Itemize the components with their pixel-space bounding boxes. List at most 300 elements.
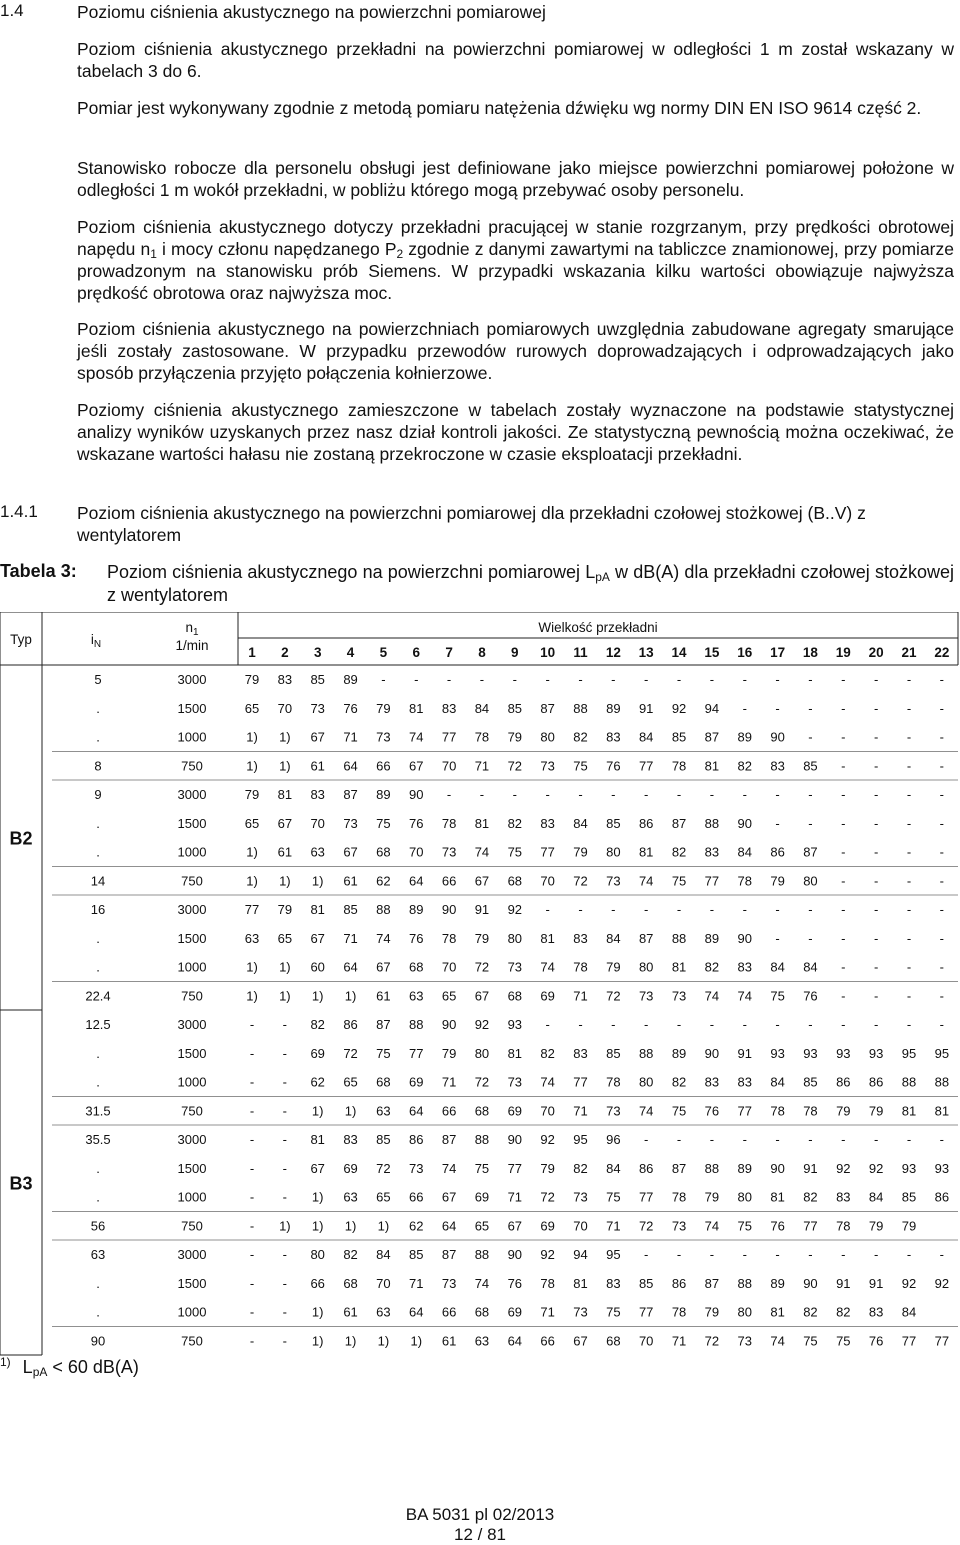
cell-value: - (742, 902, 747, 917)
cell-value: - (775, 930, 780, 946)
cell-value: 1) (311, 1189, 324, 1205)
cell-value: - (808, 729, 813, 745)
cell-value: 86 (770, 844, 785, 860)
cell-value: 78 (606, 1074, 621, 1090)
cell-value: - (742, 1132, 747, 1147)
cell-value: 68 (474, 1103, 490, 1119)
cell-n1: 1500 (177, 1275, 207, 1291)
cell-value: 88 (704, 1160, 720, 1176)
cell-value: 78 (671, 758, 687, 774)
cell-value: 91 (803, 1160, 818, 1176)
cell-value: - (644, 672, 649, 687)
subsection-number: 1.4.1 (0, 502, 38, 521)
cell-value: 74 (376, 930, 391, 946)
cell-value: - (775, 1017, 780, 1032)
header-size-18: 18 (802, 645, 818, 660)
cell-value: 75 (376, 815, 391, 831)
cell-value: - (841, 902, 846, 917)
cell-value: 65 (474, 1218, 490, 1234)
cell-value: 83 (704, 1074, 720, 1090)
cell-value: 73 (606, 873, 621, 889)
cell-value: 93 (507, 1017, 523, 1032)
footer-page-number: 12 / 81 (454, 1525, 506, 1544)
cell-value: - (939, 700, 945, 716)
cell-value: 66 (540, 1333, 555, 1349)
cell-value: 85 (901, 1189, 917, 1205)
cell-value: 83 (441, 700, 457, 716)
table-caption: Poziom ciśnienia akustycznego na powierzchni pomiarowej $L_{pA}$ w dB(A) dla przekładni czołowej stożkowej z wentylatorem (107, 562, 954, 605)
cell-in: 31.5 (85, 1103, 111, 1119)
cell-value: 1) (279, 959, 291, 975)
cell-n1: 3000 (177, 672, 207, 687)
cell-value: 1) (279, 758, 291, 774)
cell-value: 66 (441, 1304, 457, 1320)
cell-value: 88 (376, 902, 391, 917)
cell-value: - (906, 844, 912, 860)
cell-value: 84 (376, 1247, 391, 1262)
header-size-6: 6 (412, 645, 421, 660)
cell-value: - (742, 700, 747, 716)
cell-value: 78 (474, 729, 490, 745)
cell-value: 82 (803, 1189, 818, 1205)
cell-value: 86 (343, 1017, 358, 1032)
cell-n1: 3000 (177, 1132, 207, 1147)
cell-value: 84 (737, 844, 752, 860)
cell-value: 74 (409, 729, 424, 745)
cell-value: 76 (770, 1218, 785, 1234)
cell-value: 89 (704, 930, 720, 946)
cell-value: - (414, 672, 419, 687)
cell-value: - (808, 902, 813, 917)
cell-value: - (841, 672, 846, 687)
cell-value: 77 (704, 873, 720, 889)
cell-value: 82 (343, 1247, 358, 1262)
cell-value: 80 (507, 930, 523, 946)
cell-value: 71 (671, 1333, 687, 1349)
cell-value: 81 (540, 930, 555, 946)
cell-value: - (676, 1247, 682, 1262)
cell-value: 66 (376, 758, 391, 774)
header-n1: $n_1$ (185, 620, 199, 638)
cell-value: 70 (409, 844, 424, 860)
cell-value: 81 (901, 1103, 917, 1119)
cell-value: 1) (377, 1333, 390, 1349)
cell-value: 85 (409, 1247, 424, 1262)
cell-value: 81 (310, 902, 325, 917)
cell-value: 71 (409, 1275, 424, 1291)
cell-value: 81 (671, 959, 687, 975)
cell-value: 64 (409, 1103, 424, 1119)
cell-value: - (873, 844, 879, 860)
cell-value: 72 (704, 1333, 720, 1349)
cell-value: 63 (244, 930, 260, 946)
cell-value: 94 (573, 1247, 588, 1262)
cell-value: 64 (343, 758, 358, 774)
paragraph-1: Poziom ciśnienia akustycznego przekładni na powierzchni pomiarowej w odległości 1 m został wskazany w tabelach 3 do 6. (77, 39, 954, 81)
cell-value: 80 (737, 1189, 752, 1205)
cell-value: 90 (704, 1045, 720, 1061)
cell-value: 68 (606, 1333, 621, 1349)
cell-value: 88 (704, 815, 720, 831)
cell-value: 73 (376, 729, 391, 745)
cell-value: 81 (704, 758, 720, 774)
table-label: Tabela 3: (0, 561, 77, 581)
cell-value: 88 (573, 700, 588, 716)
cell-value: 61 (343, 1304, 358, 1320)
cell-in: 35.5 (85, 1132, 111, 1147)
cell-value: - (775, 787, 780, 802)
cell-value: - (709, 1132, 715, 1147)
cell-value: 89 (409, 902, 424, 917)
cell-value: 87 (376, 1017, 391, 1032)
cell-value: 89 (737, 1160, 752, 1176)
cell-value: 71 (573, 1103, 588, 1119)
cell-value: 89 (343, 672, 358, 687)
cell-value: 65 (343, 1074, 358, 1090)
cell-value: 70 (310, 815, 325, 831)
cell-value: 65 (277, 930, 293, 946)
cell-value: 67 (310, 1160, 325, 1176)
cell-value: 76 (409, 815, 424, 831)
cell-value: 62 (376, 873, 391, 889)
cell-value: - (742, 672, 747, 687)
cell-value: 73 (606, 1103, 621, 1119)
cell-value: - (841, 787, 846, 802)
cell-in: 63 (90, 1247, 106, 1262)
cell-value: 1) (311, 873, 324, 889)
cell-in: . (96, 1275, 100, 1291)
cell-value: - (709, 672, 715, 687)
header-size-19: 19 (835, 645, 851, 660)
header-size-3: 3 (313, 645, 322, 660)
cell-value: 74 (441, 1160, 457, 1176)
cell-value: 85 (671, 729, 687, 745)
cell-in: . (96, 959, 100, 975)
cell-value: 77 (638, 758, 654, 774)
cell-value: 95 (934, 1045, 950, 1061)
cell-in: 12.5 (85, 1017, 111, 1032)
cell-value: 90 (803, 1275, 818, 1291)
cell-value: - (249, 1218, 255, 1234)
cell-in: 14 (90, 873, 106, 889)
cell-value: - (873, 873, 879, 889)
cell-value: - (939, 729, 945, 745)
cell-value: 69 (310, 1045, 325, 1061)
cell-value: 90 (770, 1160, 785, 1176)
cell-n1: 750 (181, 1103, 203, 1119)
cell-value: 1) (377, 1218, 390, 1234)
cell-n1: 1000 (177, 1304, 207, 1320)
cell-value: 64 (507, 1333, 523, 1349)
cell-value: 61 (376, 988, 391, 1004)
cell-value: 73 (409, 1160, 424, 1176)
cell-value: 83 (606, 729, 621, 745)
cell-value: 74 (540, 959, 555, 975)
cell-value: 83 (606, 1275, 621, 1291)
cell-value: 76 (409, 930, 424, 946)
cell-value: 80 (474, 1045, 490, 1061)
cell-value: 90 (441, 1017, 457, 1032)
cell-value: 92 (540, 1247, 555, 1262)
cell-value: 91 (836, 1275, 851, 1291)
cell-value: - (873, 1132, 879, 1147)
header-size-2: 2 (281, 645, 289, 660)
cell-value: 78 (671, 1189, 687, 1205)
cell-value: 92 (671, 700, 687, 716)
cell-value: - (282, 1247, 288, 1262)
cell-value: 1) (344, 1103, 357, 1119)
cell-value: 72 (474, 1074, 490, 1090)
cell-value: 1) (410, 1333, 423, 1349)
cell-value: 66 (310, 1275, 325, 1291)
cell-value: 85 (376, 1132, 391, 1147)
cell-value: - (841, 1247, 846, 1262)
cell-value: 80 (310, 1247, 325, 1262)
cell-value: 73 (310, 700, 325, 716)
cell-value: 72 (343, 1045, 358, 1061)
cell-value: 74 (474, 844, 490, 860)
cell-value: 72 (573, 873, 588, 889)
cell-value: - (249, 1333, 255, 1349)
cell-value: - (545, 672, 550, 687)
cell-value: - (709, 902, 715, 917)
cell-value: - (249, 1103, 255, 1119)
cell-value: - (841, 1017, 846, 1032)
cell-value: 1) (279, 1218, 291, 1234)
cell-value: 75 (671, 1103, 687, 1119)
cell-value: 93 (770, 1045, 785, 1061)
cell-value: - (939, 787, 945, 802)
cell-value: 89 (671, 1045, 687, 1061)
cell-value: 84 (770, 1074, 785, 1090)
cell-value: - (873, 930, 879, 946)
cell-value: 77 (638, 1304, 654, 1320)
cell-value: - (282, 1074, 288, 1090)
cell-value: 79 (540, 1160, 555, 1176)
cell-value: 84 (901, 1304, 917, 1320)
cell-value: - (709, 1247, 715, 1262)
cell-value: 62 (409, 1218, 424, 1234)
cell-value: - (939, 1247, 945, 1262)
cell-value: 89 (737, 729, 752, 745)
cell-value: 76 (803, 988, 818, 1004)
cell-value: 74 (704, 988, 720, 1004)
cell-value: 73 (573, 1189, 588, 1205)
cell-value: 75 (671, 873, 687, 889)
cell-value: 75 (507, 844, 523, 860)
cell-value: 65 (244, 700, 260, 716)
cell-value: 75 (376, 1045, 391, 1061)
cell-n1: 750 (181, 1333, 203, 1349)
cell-value: 61 (441, 1333, 457, 1349)
cell-value: 87 (704, 729, 720, 745)
cell-value: 73 (441, 844, 457, 860)
cell-value: - (742, 787, 747, 802)
cell-value: 77 (409, 1045, 424, 1061)
cell-in: . (96, 1074, 100, 1090)
cell-value: - (611, 902, 616, 917)
cell-value: - (939, 873, 945, 889)
cell-value: - (939, 959, 945, 975)
cell-value: 83 (573, 1045, 588, 1061)
cell-value: 1) (311, 1103, 324, 1119)
cell-value: 73 (343, 815, 358, 831)
cell-value: 72 (606, 988, 621, 1004)
cell-value: 87 (704, 1275, 720, 1291)
header-typ: Typ (10, 632, 32, 647)
cell-value: 76 (868, 1333, 884, 1349)
cell-value: - (873, 787, 879, 802)
cell-value: 61 (277, 844, 293, 860)
cell-value: 71 (343, 930, 358, 946)
cell-value: - (775, 1247, 780, 1262)
cell-value: 81 (638, 844, 654, 860)
cell-value: 87 (803, 844, 818, 860)
cell-value: 74 (474, 1275, 490, 1291)
cell-value: 74 (737, 988, 752, 1004)
cell-value: 74 (638, 1103, 654, 1119)
cell-value: 91 (868, 1275, 884, 1291)
cell-value: 75 (474, 1160, 490, 1176)
cell-value: 84 (803, 959, 818, 975)
cell-value: - (906, 787, 912, 802)
cell-in: . (96, 1304, 100, 1320)
cell-value: - (841, 844, 846, 860)
cell-value: 62 (310, 1074, 325, 1090)
cell-value: 95 (901, 1045, 917, 1061)
cell-value: 77 (441, 729, 457, 745)
cell-value: - (873, 988, 879, 1004)
footer-doc-id: BA 5031 pl 02/2013 (405, 1505, 555, 1524)
cell-value: - (545, 902, 550, 917)
cell-value: 85 (803, 758, 818, 774)
cell-value: - (479, 672, 485, 687)
cell-value: 93 (836, 1045, 851, 1061)
cell-value: - (906, 873, 912, 889)
cell-value: 92 (540, 1132, 555, 1147)
cell-value: 76 (606, 758, 621, 774)
cell-value: - (808, 1132, 813, 1147)
cell-value: - (249, 1160, 255, 1176)
cell-value: 1) (246, 873, 258, 889)
cell-value: 73 (737, 1333, 752, 1349)
cell-value: 91 (638, 700, 654, 716)
cell-value: 77 (507, 1160, 523, 1176)
cell-value: 88 (934, 1074, 950, 1090)
cell-value: 71 (540, 1304, 555, 1320)
cell-value: - (939, 815, 945, 831)
cell-value: 64 (343, 959, 358, 975)
cell-in: . (96, 815, 100, 831)
cell-value: 88 (671, 930, 687, 946)
cell-value: 81 (770, 1189, 785, 1205)
cell-in: . (96, 1160, 100, 1176)
cell-n1: 3000 (177, 1017, 207, 1032)
cell-value: 73 (507, 1074, 523, 1090)
cell-value: 81 (310, 1132, 325, 1147)
cell-value: 1) (246, 729, 258, 745)
cell-value: 67 (474, 873, 490, 889)
cell-value: - (939, 672, 945, 687)
cell-value: 73 (540, 758, 555, 774)
paragraph-6: Poziomy ciśnienia akustycznego zamieszczone w tabelach zostały wyznaczone na podstawie statystycznej analizy wyników uzyskanych przez nasz dział kontroli jakości. Ze statystyczną pewnością można oczekiwać, że wskazane wartości hałasu nie zostaną przekroczone w czasie eksploatacji przekładni. (77, 400, 954, 464)
cell-value: - (249, 1247, 255, 1262)
cell-value: 79 (474, 930, 490, 946)
cell-value: - (611, 1017, 616, 1032)
cell-value: 81 (770, 1304, 785, 1320)
cell-value: - (841, 729, 846, 745)
cell-value: 79 (441, 1045, 457, 1061)
cell-value: 69 (474, 1189, 490, 1205)
cell-value: 68 (376, 844, 391, 860)
cell-value: 67 (409, 758, 424, 774)
cell-value: 66 (441, 873, 457, 889)
cell-value: - (906, 930, 912, 946)
cell-value: 68 (409, 959, 424, 975)
cell-value: 87 (343, 787, 358, 802)
cell-value: - (873, 700, 879, 716)
cell-value: - (512, 787, 517, 802)
cell-value: 67 (573, 1333, 588, 1349)
cell-value: 70 (638, 1333, 654, 1349)
cell-value: 86 (409, 1132, 424, 1147)
cell-value: - (676, 902, 682, 917)
paragraph-5: Poziom ciśnienia akustycznego na powierzchniach pomiarowych uwzględnia zabudowane agregaty smarujące jeśli zostały zastosowane. W przypadku przewodów rurowych doprowadzających i odprowadzających jako sposób przyłączenia przyjęto połączenia kołnierzowe. (77, 319, 954, 383)
cell-value: - (282, 1017, 288, 1032)
cell-value: - (873, 1017, 879, 1032)
cell-value: 66 (409, 1189, 424, 1205)
cell-value: - (611, 672, 616, 687)
cell-value: - (906, 959, 912, 975)
cell-value: 82 (310, 1017, 325, 1032)
cell-value: - (775, 902, 780, 917)
cell-value: - (676, 787, 682, 802)
cell-value: 78 (671, 1304, 687, 1320)
cell-value: 87 (671, 1160, 687, 1176)
header-size-12: 12 (605, 645, 621, 660)
cell-value: 75 (573, 758, 588, 774)
cell-value: 93 (803, 1045, 818, 1061)
cell-value: 91 (474, 902, 490, 917)
cell-value: 79 (770, 873, 785, 889)
cell-value: 69 (409, 1074, 424, 1090)
cell-n1: 750 (181, 1218, 203, 1234)
cell-in: 8 (94, 758, 102, 774)
cell-value: 69 (507, 1304, 523, 1320)
cell-in: 9 (94, 787, 102, 802)
cell-value: 87 (671, 815, 687, 831)
cell-value: 89 (770, 1275, 785, 1291)
cell-value: 69 (540, 988, 555, 1004)
cell-value: 67 (310, 930, 325, 946)
header-size-8: 8 (478, 645, 486, 660)
cell-value: - (282, 1103, 288, 1119)
cell-value: 68 (343, 1275, 358, 1291)
cell-value: - (249, 1045, 255, 1061)
cell-value: 1) (279, 988, 291, 1004)
cell-value: 78 (441, 930, 457, 946)
header-size-16: 16 (737, 645, 753, 660)
cell-value: 63 (343, 1189, 358, 1205)
cell-value: 1) (311, 988, 324, 1004)
cell-value: 68 (376, 1074, 391, 1090)
cell-n1: 750 (181, 988, 203, 1004)
cell-value: 84 (770, 959, 785, 975)
cell-value: 78 (836, 1218, 851, 1234)
cell-value: 78 (737, 873, 752, 889)
header-size-15: 15 (704, 645, 720, 660)
cell-value: 63 (376, 1304, 391, 1320)
